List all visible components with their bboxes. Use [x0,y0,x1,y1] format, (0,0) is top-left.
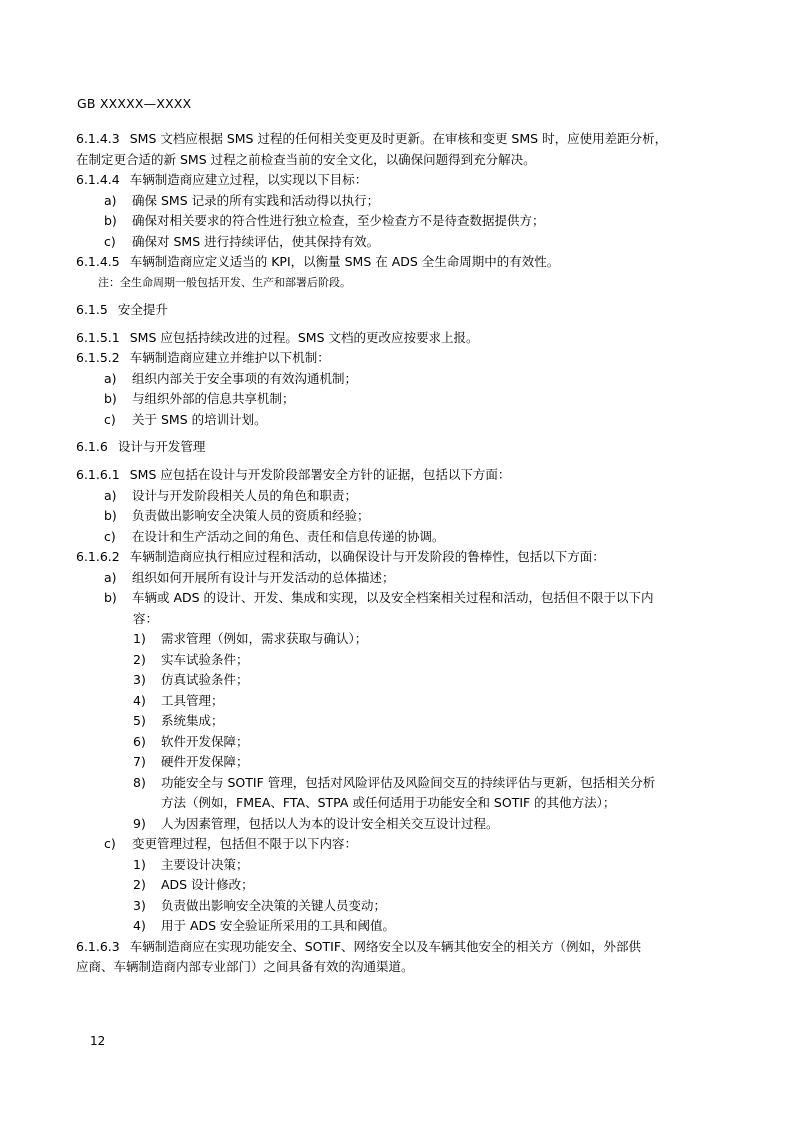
list-marker: c) [104,836,116,851]
section-heading-6-1-6 [76,437,716,457]
list-text: 确保 SMS 记录的所有实践和活动得以执行； [132,192,380,208]
sub-list-item [76,875,716,896]
sub-list-item [76,896,716,917]
list-text-continuation: 容： [133,610,159,626]
sub-list-text: 实车试验条件； [161,651,249,667]
sub-list-item [76,629,716,650]
sub-list-marker: 5) [133,713,146,728]
sub-list-item [76,691,716,712]
section-number: 6.1.5 [76,301,108,317]
list-item [76,588,716,609]
sub-list-text: 需求管理（例如，需求获取与确认）； [161,631,368,646]
sub-list-text: 工具管理； [161,692,224,708]
list-marker: c) [104,411,116,427]
sub-list-text-continuation: 方法（例如，FMEA、FTA、STPA 或任何适用于功能安全和 SOTIF 的其他方法）； [161,795,616,810]
clause-text: SMS 文档应根据 SMS 过程的任何相关变更及时更新。在审核和变更 SMS 时，应使用差距分析， [129,131,668,146]
list-item [76,369,716,390]
list-marker: b) [104,391,117,406]
sub-list-text: 系统集成； [161,713,224,728]
list-item [76,527,716,548]
sub-list-marker: 4) [133,918,146,933]
list-marker: a) [104,569,117,585]
list-item [76,410,716,431]
sub-list-item [76,670,716,691]
section-title: 安全提升 [117,301,168,317]
list-item [76,486,716,507]
list-marker: a) [104,192,117,208]
sub-list-item [76,650,716,671]
list-text: 组织如何开展所有设计与开发活动的总体描述； [132,569,395,585]
clause-continuation: 应商、车辆制造商内部专业部门）之间具备有效的沟通渠道。 [76,959,414,974]
clause-6-1-4-3 [76,129,716,150]
list-text: 变更管理过程，包括但不限于以下内容： [132,836,358,851]
section-title: 设计与开发管理 [117,439,206,454]
list-item [76,568,716,589]
list-text: 确保对相关要求的符合性进行独立检查，至少检查方不是待查数据提供方； [132,213,545,228]
clause-number: 6.1.4.5 [76,254,120,269]
sub-list-item [76,814,716,835]
clause-number: 6.1.5.1 [76,329,120,345]
clause-continuation: 在制定更合适的新 SMS 过程之前检查当前的安全文化，以确保问题得到充分解决。 [76,151,536,167]
clause-text: 车辆制造商应建立并维护以下机制： [129,350,330,365]
list-marker: c) [104,528,116,544]
list-marker: c) [104,233,116,249]
sub-list-item [76,752,716,773]
section-number: 6.1.6 [76,439,108,454]
clause-number: 6.1.5.2 [76,350,120,365]
list-text: 在设计和生产活动之间的角色、责任和信息传递的协调。 [132,528,445,544]
sub-list-item [76,711,716,732]
clause-text: 车辆制造商应定义适当的 KPI，以衡量 SMS 在 ADS 全生命周期中的有效性。 [129,254,560,269]
note: 注：全生命周期一般包括开发、生产和部署后阶段。 [98,275,351,289]
sub-list-text: 人为因素管理，包括以人为本的设计安全相关交互设计过程。 [161,815,499,831]
clause-number: 6.1.4.3 [76,131,120,146]
list-text: 车辆或 ADS 的设计、开发、集成和实现，以及安全档案相关过程和活动，包括但不限于以下内 [132,590,654,605]
clause-6-1-6-2 [76,547,716,568]
list-text: 关于 SMS 的培训计划。 [132,411,267,427]
sub-list-item [76,855,716,876]
list-marker: b) [104,590,117,605]
list-text: 设计与开发阶段相关人员的角色和职责； [132,487,358,503]
list-item [76,834,716,855]
sub-list-marker: 1) [133,856,146,872]
sub-list-text: 功能安全与 SOTIF 管理，包括对风险评估及风险间交互的持续评估与更新，包括相关分析 [161,774,656,790]
clause-number: 6.1.6.1 [76,467,120,482]
sub-list-text: 负责做出影响安全决策的关键人员变动； [161,897,387,913]
list-item [76,232,716,253]
sub-list-text: 主要设计决策； [161,856,249,872]
list-item [76,211,716,232]
clause-text: 车辆制造商应在实现功能安全、SOTIF、网络安全以及车辆其他安全的相关方（例如，外部供 [129,938,642,954]
list-marker: a) [104,370,117,386]
list-marker: a) [104,487,117,503]
sub-list-marker: 1) [133,631,146,646]
clause-text: 车辆制造商应执行相应过程和活动，以确保设计与开发阶段的鲁棒性，包括以下方面： [129,549,605,564]
sub-list-text: 用于 ADS 安全验证所采用的工具和阈值。 [161,918,396,933]
clause-6-1-5-2 [76,348,716,369]
list-item [76,389,716,410]
clause-6-1-4-4 [76,170,716,191]
clause-text: SMS 应包括在设计与开发阶段部署安全方针的证据，包括以下方面： [129,467,511,482]
list-text: 负责做出影响安全决策人员的资质和经验； [132,508,370,523]
list-marker: b) [104,213,117,228]
sub-list-item [76,916,716,937]
sub-list-text: ADS 设计修改； [161,877,254,892]
list-item [76,506,716,527]
sub-list-marker: 6) [133,733,146,749]
clause-number: 6.1.6.2 [76,549,120,564]
clause-text: SMS 应包括持续改进的过程。SMS 文档的更改应按要求上报。 [129,329,479,345]
sub-list-marker: 2) [133,877,146,892]
sub-list-marker: 7) [133,754,146,769]
sub-list-item [76,773,716,794]
clause-text: 车辆制造商应建立过程，以实现以下目标： [129,172,368,187]
page-number: 12 [90,1034,106,1048]
sub-list-item [76,732,716,753]
clause-6-1-4-5 [76,252,716,273]
list-text: 确保对 SMS 进行持续评估，使其保持有效。 [132,233,380,249]
clause-6-1-6-3 [76,937,716,958]
section-heading-6-1-5 [76,300,716,320]
list-text: 组织内部关于安全事项的有效沟通机制； [132,370,358,386]
sub-list-text: 仿真试验条件； [161,672,249,687]
document-code-header: GB XXXXX—XXXX [77,96,192,111]
sub-list-marker: 3) [133,897,146,913]
clause-6-1-5-1 [76,328,716,349]
list-text: 与组织外部的信息共享机制； [132,391,295,406]
sub-list-marker: 8) [133,774,146,790]
sub-list-marker: 2) [133,651,146,667]
sub-list-text: 硬件开发保障； [161,754,249,769]
list-item [76,191,716,212]
sub-list-marker: 9) [133,815,146,831]
list-marker: b) [104,508,117,523]
sub-list-text: 软件开发保障； [161,733,249,749]
sub-list-marker: 3) [133,672,146,687]
clause-number: 6.1.4.4 [76,172,120,187]
clause-6-1-6-1 [76,465,716,486]
clause-number: 6.1.6.3 [76,938,120,954]
sub-list-marker: 4) [133,692,146,708]
document-body [76,129,716,978]
